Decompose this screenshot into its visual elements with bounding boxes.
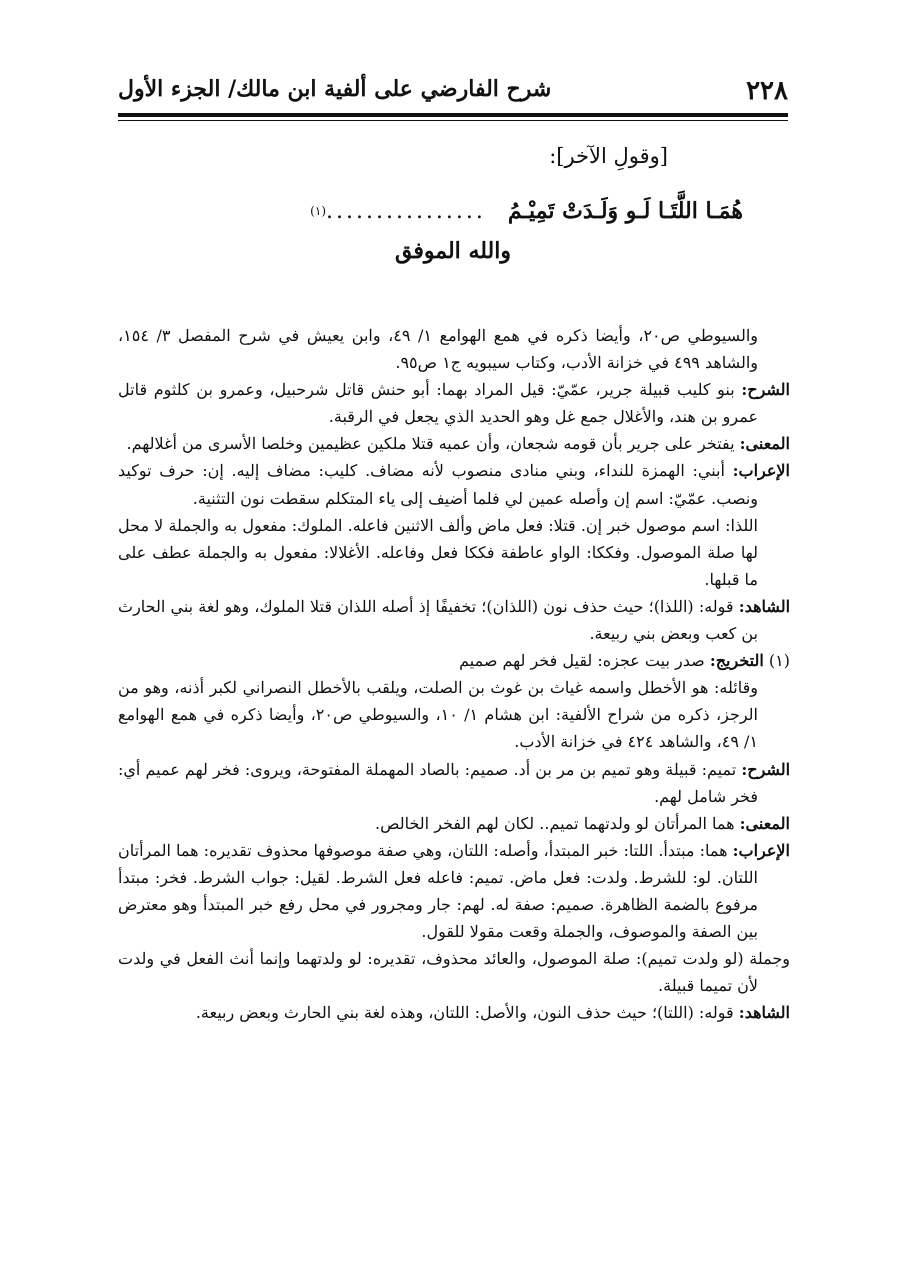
note-paragraph: المعنى: يفتخر على جرير بأن قومه شجعان، وأن عميه قتلا ملكين عظيمين وخلصا الأسرى من أغلالهم. bbox=[126, 434, 790, 454]
note-label: الإعراب: bbox=[732, 461, 790, 481]
header-rule-thin bbox=[118, 120, 788, 121]
footnotes bbox=[118, 322, 790, 1026]
note-paragraph: وقائله: هو الأخطل واسمه غياث بن غوث بن الصلت، ويلقب بالأخطل النصراني لكبر أذنه، وهو من الرجز، ذكره من شراح الألفية: ابن هشام ١/ ١٠، والسيوطي ص٢٠، وأيضا ذكره في همع الهوامع ١/ ٤٩، والشاهد ٤٢٤ في خزانة الأدب. bbox=[118, 678, 759, 752]
verse-line bbox=[118, 190, 788, 232]
footnote-1: (١) التخريج: صدر بيت عجزه: لقيل فخر لهم صميم bbox=[459, 651, 790, 671]
note-paragraph: الإعراب: هما: مبتدأ. اللتا: خبر المبتدأ، وأصله: اللتان، وهي صفة موصوفها محذوف تقديره: هما المرأتان اللتان. لو: للشرط. ولدت: فعل ماض. تميم: فاعله فعل الشرط. لقيل: جواب الشرط. فخر: مبتدأ مرفوع بالضمة الظاهرة. صميم: صفة له. لهم: جار ومجرور في محل رفع خبر المبتدأ وهو معترض بين الصفة والموصوف، والجملة وقعت مقولا للقول. bbox=[118, 840, 790, 942]
note-label: التخريج: bbox=[709, 651, 764, 671]
page-number: ٢٢٨ bbox=[746, 76, 788, 106]
footnote-marker: (١) bbox=[310, 204, 326, 218]
note-paragraph: الشرح: بنو كليب قبيلة جرير، عمّيّ: قيل المراد بهما: أبو حنش قاتل شرحبيل، وعمرو بن كلثوم قاتل عمرو بن هند، والأغلال جمع غل وهو الحديد الذي يجعل في الرقبة. bbox=[118, 380, 790, 427]
header-rule-thick bbox=[118, 113, 788, 117]
note-label: الشرح: bbox=[741, 380, 790, 400]
note-label: الشرح: bbox=[741, 759, 791, 779]
note-paragraph: والسيوطي ص٢٠، وأيضا ذكره في همع الهوامع ١/ ٤٩، وابن يعيش في شرح المفصل ٣/ ١٥٤، والشاهد ٤٩٩ في خزانة الأدب، وكتاب سيبويه ج١ ص٩٥. bbox=[118, 326, 758, 373]
note-label: المعنى: bbox=[739, 434, 790, 454]
closing-formula: والله الموفق bbox=[395, 238, 511, 264]
note-label: الشاهد: bbox=[738, 1003, 790, 1023]
running-header bbox=[118, 70, 788, 112]
note-paragraph: اللذا: اسم موصول خبر إن. قتلا: فعل ماض وألف الاثنين فاعله. الملوك: مفعول به والجملة لا محل لها صلة الموصول. وفككا: الواو عاطفة فككا فعل وفاعله. الأغلالا: مفعول به والجملة عطف على ما قبلها. bbox=[118, 515, 758, 589]
verse-attribution: [وقولِ الآخر]: bbox=[549, 144, 668, 168]
verse-hemistich: هُمَـا اللَّتَـا لَـو وَلَـدَتْ تَمِيْـمُ bbox=[507, 198, 743, 224]
note-paragraph: الإعراب: أبني: الهمزة للنداء، وبني منادى منصوب لأنه مضاف. كليب: مضاف إليه. إن: حرف توكيد ونصب. عمّيّ: اسم إن وأصله عمين لي فلما أضيف إلى ياء المتكلم سقطت نون التثنية. bbox=[118, 461, 790, 508]
footnote-number: (١) bbox=[768, 651, 790, 671]
running-title: شرح الفارضي على ألفية ابن مالك/ الجزء الأول bbox=[118, 76, 552, 102]
note-label: الإعراب: bbox=[732, 840, 790, 860]
main-text bbox=[118, 140, 788, 278]
verse-ellipsis: ................ bbox=[326, 198, 486, 224]
note-paragraph: وجملة (لو ولدت تميم): صلة الموصول، والعائد محذوف، تقديره: لو ولدتهما وإنما أنث الفعل في ولدت لأن تميما قبيلة. bbox=[118, 949, 790, 996]
note-paragraph: الشرح: تميم: قبيلة وهو تميم بن مر بن أد. صميم: بالصاد المهملة المفتوحة، ويروى: فخر لهم عميم أي: فخر شامل لهم. bbox=[118, 759, 791, 806]
note-paragraph: الشاهد: قوله: (اللتا)؛ حيث حذف النون، والأصل: اللتان، وهذه لغة بني الحارث وبعض ربيعة. bbox=[195, 1003, 790, 1023]
note-paragraph: المعنى: هما المرأتان لو ولدتهما تميم.. لكان لهم الفخر الخالص. bbox=[375, 813, 790, 833]
note-paragraph: الشاهد: قوله: (اللذا)؛ حيث حذف نون (اللذان)؛ تخفيفًا إذ أصله اللذان قتلا الملوك، وهو لغة بني الحارث بن كعب وبعض بني ربيعة. bbox=[118, 596, 791, 644]
note-label: المعنى: bbox=[739, 813, 790, 833]
note-label: الشاهد: bbox=[738, 596, 791, 616]
